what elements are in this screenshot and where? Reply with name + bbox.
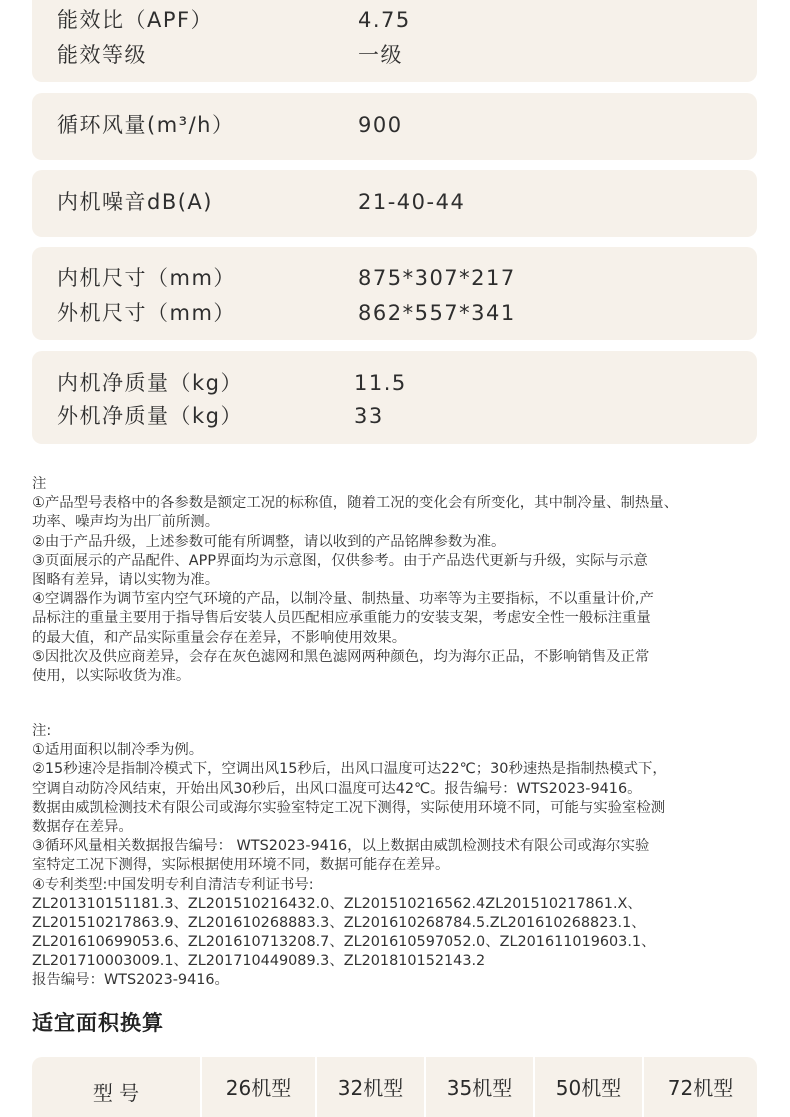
- note-line: 功率、噪声均为出厂前所测。: [32, 514, 220, 531]
- note-line: 品标注的重量主要用于指导售后安装人员匹配相应承重能力的安装支架，考虑安全性一般标注重量: [32, 610, 651, 627]
- note-line: ①适用面积以制冷季为例。: [32, 742, 204, 759]
- section-title: 适宜面积换算: [32, 1011, 164, 1035]
- spec-value: 一级: [358, 43, 403, 67]
- note-line: ②由于产品升级，上述参数可能有所调整，请以收到的产品铭牌参数为准。: [32, 533, 506, 550]
- spec-card-weight: [32, 351, 757, 444]
- table-header-cell: 32机型: [337, 1076, 404, 1100]
- spec-card-dimensions: [32, 247, 757, 340]
- spec-label: 内机净质量（kg）: [57, 371, 243, 395]
- spec-label: 能效比（APF）: [57, 8, 214, 32]
- note-line: 使用，以实际收货为准。: [32, 667, 191, 684]
- note-line: ③页面展示的产品配件、APP界面均为示意图，仅供参考。由于产品迭代更新与升级，实际与示意: [32, 552, 648, 569]
- note-line: ⑤因批次及供应商差异，会存在灰色滤网和黑色滤网两种颜色，均为海尔正品，不影响销售及正常: [32, 648, 650, 665]
- spec-value: 4.75: [358, 8, 411, 32]
- note-line: ②15秒速冷是指制冷模式下，空调出风15秒后，出风口温度可达22℃；30秒速热是指制热模式下，: [32, 761, 667, 778]
- note-line: 数据存在差异。: [32, 818, 133, 835]
- spec-label: 能效等级: [57, 43, 147, 67]
- notes-block-1: [32, 475, 772, 686]
- table-header-cell-model: 型 号: [92, 1081, 140, 1105]
- spec-value: 33: [354, 404, 384, 428]
- spec-value: 900: [358, 113, 403, 137]
- note-line: ①产品型号表格中的各参数是额定工况的标称值，随着工况的变化会有所变化，其中制冷量、制热量、: [32, 495, 679, 512]
- note-line: 注: [32, 476, 47, 492]
- note-line: ③循环风量相关数据报告编号： WTS2023-9416，以上数据由威凯检测技术有限公司或海尔实验: [32, 838, 650, 855]
- spec-value: 21-40-44: [358, 190, 466, 214]
- note-line: 空调自动防冷风结束，开始出风30秒后，出风口温度可达42℃。报告编号：WTS2023-9416。: [32, 780, 642, 797]
- notes-block-2: [32, 722, 772, 991]
- spec-card-airflow: [32, 93, 757, 160]
- note-line: 图略有差异，请以实物为准。: [32, 571, 220, 588]
- table-header-cell: 72机型: [667, 1076, 734, 1100]
- spec-value: 862*557*341: [358, 301, 516, 325]
- spec-card-energy: [32, 0, 757, 82]
- note-line: ZL201710003009.1、ZL201710449089.3、ZL201810152143.2: [32, 953, 486, 970]
- spec-label: 循环风量(m³/h）: [57, 113, 235, 137]
- spec-label: 外机尺寸（mm）: [57, 301, 236, 325]
- note-line: 室特定工况下测得，实际根据使用环境不同，数据可能存在差异。: [32, 857, 450, 874]
- table-header-cell: 50机型: [555, 1076, 622, 1100]
- note-line: ZL201510217863.9、ZL201610268883.3、ZL201610268784.5.ZL201610268823.1、: [32, 914, 646, 931]
- note-line: 注:: [32, 723, 52, 739]
- area-table: [32, 1057, 757, 1117]
- note-line: ZL201310151181.3、ZL201510216432.0、ZL201510216562.4ZL201510217861.X、: [32, 895, 642, 912]
- note-line: 的最大值，和产品实际重量会存在差异，不影响使用效果。: [32, 629, 407, 646]
- spec-card-noise: [32, 170, 757, 237]
- table-header-cell: 35机型: [446, 1076, 513, 1100]
- note-line: 报告编号：WTS2023-9416。: [32, 972, 229, 989]
- spec-value: 11.5: [354, 371, 407, 395]
- note-line: 数据由威凯检测技术有限公司或海尔实验室特定工况下测得，实际使用环境不同，可能与实验室检测: [32, 799, 666, 816]
- note-line: ZL201610699053.6、ZL201610713208.7、ZL201610597052.0、ZL201611019603.1、: [32, 934, 656, 951]
- note-line: ④空调器作为调节室内空气环境的产品，以制冷量、制热量、功率等为主要指标，不以重量计价,产: [32, 591, 654, 608]
- note-line: ④专利类型:中国发明专利自清洁专利证书号:: [32, 876, 314, 893]
- spec-label: 外机净质量（kg）: [57, 404, 243, 428]
- table-header-cell: 26机型: [225, 1076, 292, 1100]
- spec-label: 内机噪音dB(A): [57, 190, 213, 214]
- spec-label: 内机尺寸（mm）: [57, 266, 236, 290]
- spec-value: 875*307*217: [358, 266, 516, 290]
